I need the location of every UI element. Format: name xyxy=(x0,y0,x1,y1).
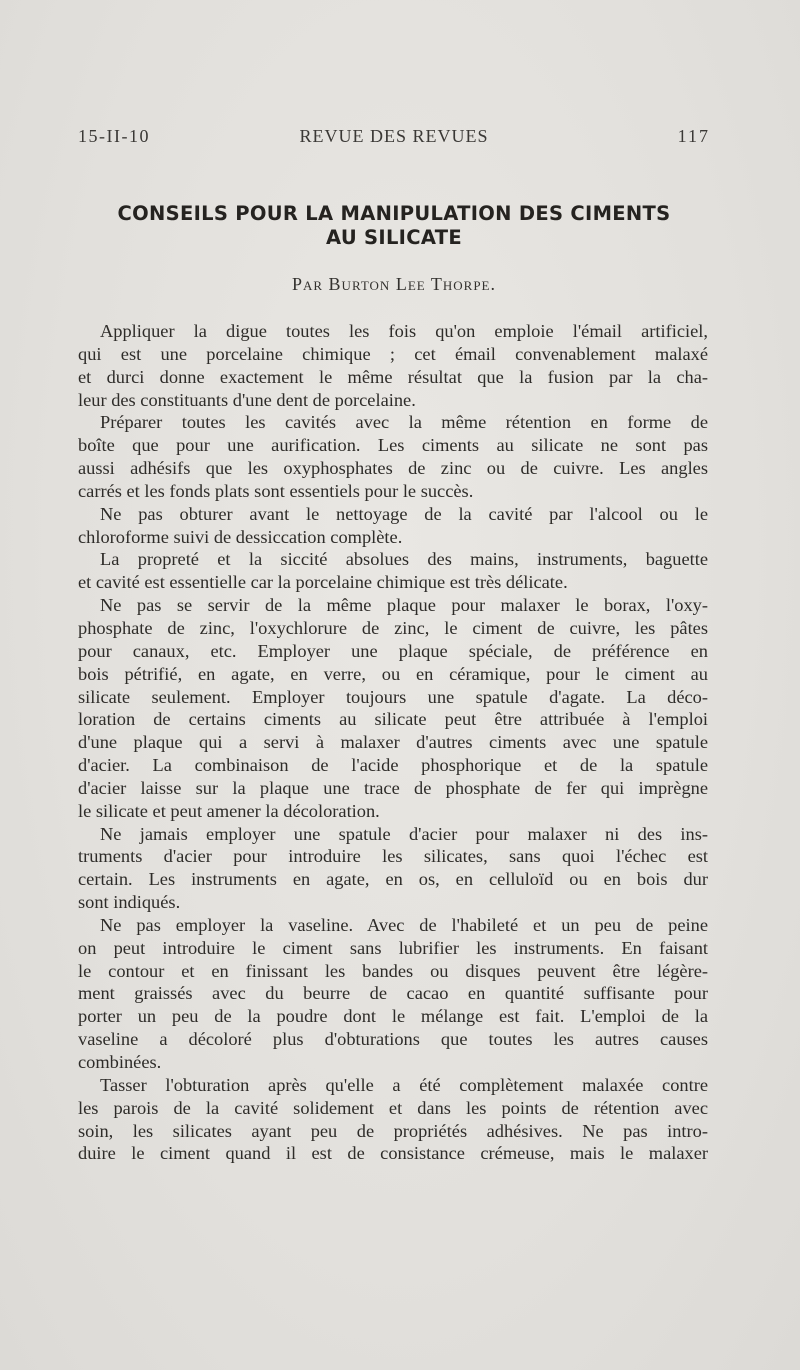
journal-title: REVUE DES REVUES xyxy=(299,126,489,146)
text-line: bois pétrifié, en agate, en verre, ou en céramique, pour le ciment au xyxy=(78,663,708,684)
text-line: soin, les silicates ayant peu de propriétés adhésives. Ne pas intro- xyxy=(78,1120,708,1141)
text-line: d'une plaque qui a servi à malaxer d'autres ciments avec une spatule xyxy=(78,732,708,753)
text-line: phosphate de zinc, l'oxychlorure de zinc, le ciment de cuivre, les pâtes xyxy=(78,617,708,638)
text-line: truments d'acier pour introduire les silicates, sans quoi l'échec est xyxy=(78,846,708,867)
text-line: La propreté et la siccité absolues des mains, instruments, baguette xyxy=(100,549,708,570)
text-line: Ne pas obturer avant le nettoyage de la cavité par l'alcool ou le xyxy=(100,503,708,524)
text-line: combinées. xyxy=(78,1052,162,1072)
text-line: certain. Les instruments en agate, en os, en celluloïd ou en bois dur xyxy=(78,869,708,890)
text-line: d'acier laisse sur la plaque une trace de phosphate de fer qui imprègne xyxy=(78,777,708,798)
running-header xyxy=(78,126,710,154)
text-line: Tasser l'obturation après qu'elle a été complètement malaxée contre xyxy=(100,1074,708,1095)
page-number: 117 xyxy=(677,126,710,146)
text-line: d'acier. La combinaison de l'acide phosphorique et de la spatule xyxy=(78,755,708,776)
text-line: sont indiqués. xyxy=(78,892,181,913)
text-line: ment graissés avec du beurre de cacao en quantité suffisante pour xyxy=(78,983,708,1004)
text-line: Appliquer la digue toutes les fois qu'on emploie l'émail artificiel, xyxy=(100,321,708,341)
text-line: duire le ciment quand il est de consistance crémeuse, mais le malaxer xyxy=(78,1143,708,1164)
text-line: silicate seulement. Employer toujours une spatule d'agate. La déco- xyxy=(78,686,708,707)
article-title-line: CONSEILS POUR LA MANIPULATION DES CIMENTS xyxy=(117,202,671,225)
text-line: leur des constituants d'une dent de porcelaine. xyxy=(78,389,416,410)
text-line: loration de certains ciments au silicate peut être attribuée à l'emploi xyxy=(78,709,708,730)
text-line: le contour et en finissant les bandes ou disques peuvent être légère- xyxy=(78,960,708,981)
text-line: les parois de la cavité solidement et dans les points de rétention avec xyxy=(78,1097,708,1118)
text-line: Ne pas employer la vaseline. Avec de l'habileté et un peu de peine xyxy=(100,914,708,935)
text-line: chloroforme suivi de dessiccation complète. xyxy=(78,526,403,547)
text-line: Ne jamais employer une spatule d'acier pour malaxer ni des ins- xyxy=(100,823,708,844)
text-line: et cavité est essentielle car la porcelaine chimique est très délicate. xyxy=(78,572,568,593)
text-line: porter un peu de la poudre dont le mélange est fait. L'emploi de la xyxy=(78,1006,708,1027)
text-line: Ne pas se servir de la même plaque pour malaxer le borax, l'oxy- xyxy=(100,595,708,616)
article-title-line: AU SILICATE xyxy=(326,226,462,249)
text-line: on peut introduire le ciment sans lubrifier les instruments. En faisant xyxy=(78,937,708,958)
text-line: le silicate et peut amener la décoloration. xyxy=(78,800,380,821)
text-line: Préparer toutes les cavités avec la même rétention en forme de xyxy=(100,412,708,433)
text-line: pour canaux, etc. Employer une plaque spéciale, de préférence en xyxy=(78,640,708,661)
text-line: vaseline a décoloré plus d'obturations que toutes les autres causes xyxy=(78,1029,708,1050)
text-line: aussi adhésifs que les oxyphosphates de zinc ou de cuivre. Les angles xyxy=(78,458,708,479)
text-line: carrés et les fonds plats sont essentiels pour le succès. xyxy=(78,480,474,501)
article-title xyxy=(70,202,718,250)
article-byline: Par Burton Lee Thorpe. xyxy=(291,274,496,294)
issue-date: 15-II-10 xyxy=(78,126,150,146)
text-line: et durci donne exactement le même résultat que la fusion par la cha- xyxy=(78,366,708,387)
text-line: qui est une porcelaine chimique ; cet émail convenablement malaxé xyxy=(78,343,708,364)
text-line: boîte que pour une aurification. Les ciments au silicate ne sont pas xyxy=(78,435,708,456)
article-body xyxy=(78,320,708,1165)
